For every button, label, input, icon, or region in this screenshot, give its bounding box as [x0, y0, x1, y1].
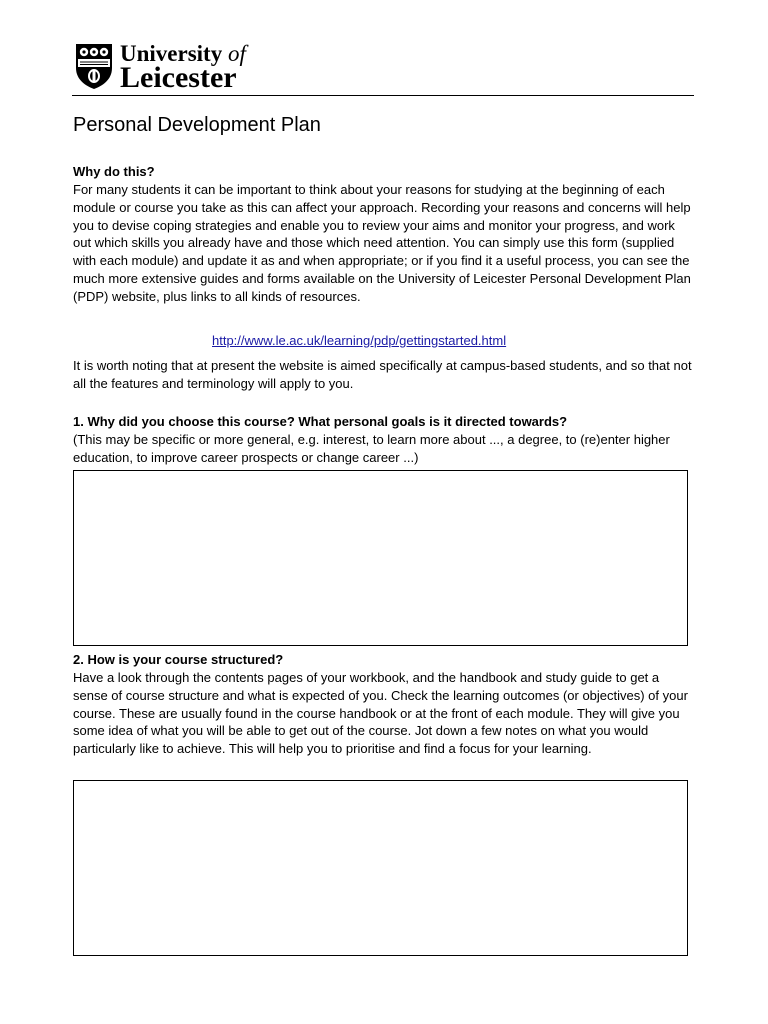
- website-note: It is worth noting that at present the website is aimed specifically at campus-based students, and so that not all the features and terminology will apply to you.: [73, 358, 692, 391]
- question-2-heading: 2. How is your course structured?: [73, 652, 284, 667]
- pdp-website-link[interactable]: http://www.le.ac.uk/learning/pdp/gettingstarted.html: [212, 333, 507, 348]
- why-paragraph: For many students it can be important to think about your reasons for studying at the beginning of each module or course you take as this can affect your approach. Recording your reasons and concerns will help you to devise coping strategies and enable you to review your aims and monitor your progress, and work out which skills you already have and those which need attention. You can simply use this form (supplied with each module) and update it as and when appropriate; or if you find it a useful process, you can see the much more extensive guides and forms available on the University of Leicester Personal Development Plan (PDP) website, plus links to all kinds of resources.: [73, 182, 691, 304]
- question-1-text: (This may be specific or more general, e.g. interest, to learn more about ..., a degree, to (re)enter higher education, to improve career prospects or change career ...): [73, 432, 670, 465]
- question-2-text: Have a look through the contents pages of your workbook, and the handbook and study guide to get a sense of course structure and what is expected of you. Check the learning outcomes (or objectives) of your course. These are usually found in the course handbook or at the front of each module. They will give you some idea of what you will be able to get out of the course. Jot down a few notes on what you would particularly like to achieve. This will help you to prioritise and find a focus for your learning.: [73, 670, 688, 757]
- university-logo[interactable]: [74, 42, 284, 92]
- page-title: Personal Development Plan: [73, 114, 321, 136]
- logo-wordmark-line2: Leicester: [120, 61, 237, 94]
- question-1-answer-box[interactable]: [73, 470, 688, 646]
- why-heading: Why do this?: [73, 164, 155, 179]
- question-2-answer-box[interactable]: [73, 780, 688, 956]
- crest-icon: [74, 42, 114, 90]
- header-divider: [72, 95, 694, 96]
- logo-wordmark-line1: University of: [120, 41, 246, 66]
- question-1-heading: 1. Why did you choose this course? What personal goals is it directed towards?: [73, 414, 568, 429]
